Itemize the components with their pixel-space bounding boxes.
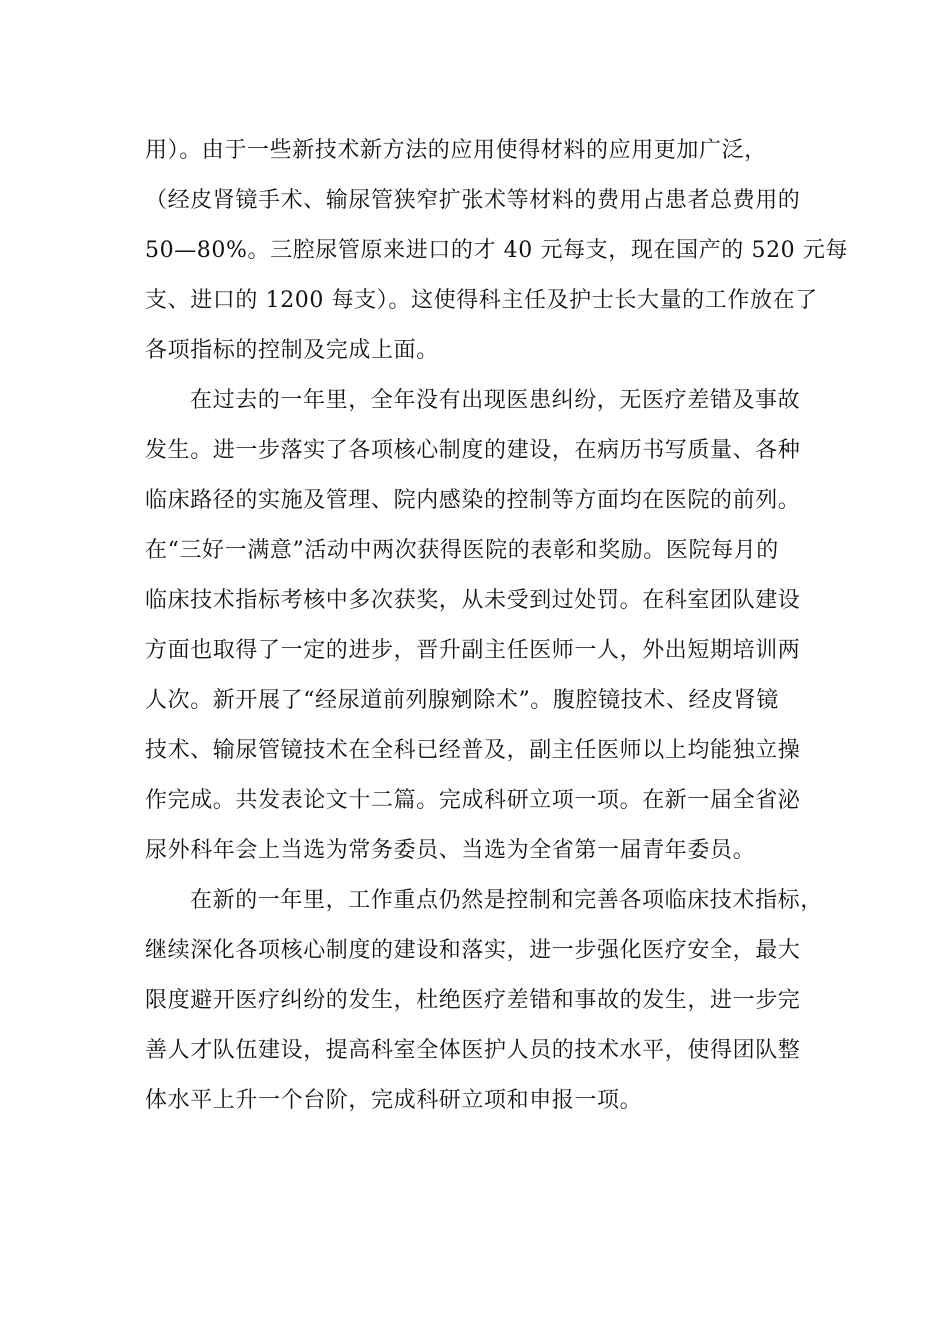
text-line: 各项指标的控制及完成上面。	[145, 338, 439, 363]
text-line: 在过去的一年里，全年没有出现医患纠纷，无医疗差错及事故	[190, 388, 801, 413]
text-line: 限度避开医疗纠纷的发生，杜绝医疗差错和事故的发生，进一步完	[145, 988, 801, 1013]
text-line: 人次。新开展了“经尿道前列腺剜除术”。腹腔镜技术、经皮肾镜	[145, 688, 779, 713]
text-line: （经皮肾镜手术、输尿管狭窄扩张术等材料的费用占患者总费用的	[145, 188, 801, 213]
text-line: 50—80%。三腔尿管原来进口的才 40 元每支，现在国产的 520 元每	[145, 238, 849, 263]
text-line: 尿外科年会上当选为常务委员、当选为全省第一届青年委员。	[145, 838, 756, 863]
text-line: 发生。进一步落实了各项核心制度的建设，在病历书写质量、各种	[145, 438, 801, 463]
text-line: 用）。由于一些新技术新方法的应用使得材料的应用更加广泛，	[145, 138, 767, 163]
text-line: 临床路径的实施及管理、院内感染的控制等方面均在医院的前列。	[145, 488, 801, 513]
text-line: 方面也取得了一定的进步，晋升副主任医师一人，外出短期培训两	[145, 638, 801, 663]
text-line: 体水平上升一个台阶，完成科研立项和申报一项。	[145, 1088, 643, 1113]
text-line: 在新的一年里，工作重点仍然是控制和完善各项临床技术指标，	[190, 888, 823, 913]
text-line: 在“三好一满意”活动中两次获得医院的表彰和奖励。医院每月的	[145, 538, 779, 563]
text-line: 作完成。共发表论文十二篇。完成科研立项一项。在新一届全省泌	[145, 788, 801, 813]
text-line: 善人才队伍建设，提高科室全体医护人员的技术水平，使得团队整	[145, 1038, 801, 1063]
text-line: 临床技术指标考核中多次获奖，从未受到过处罚。在科室团队建设	[145, 588, 801, 613]
text-line: 继续深化各项核心制度的建设和落实，进一步强化医疗安全，最大	[145, 938, 801, 963]
text-line: 支、进口的 1200 每支）。这使得科主任及护士长大量的工作放在了	[145, 288, 818, 313]
text-line: 技术、输尿管镜技术在全科已经普及，副主任医师以上均能独立操	[145, 738, 801, 763]
